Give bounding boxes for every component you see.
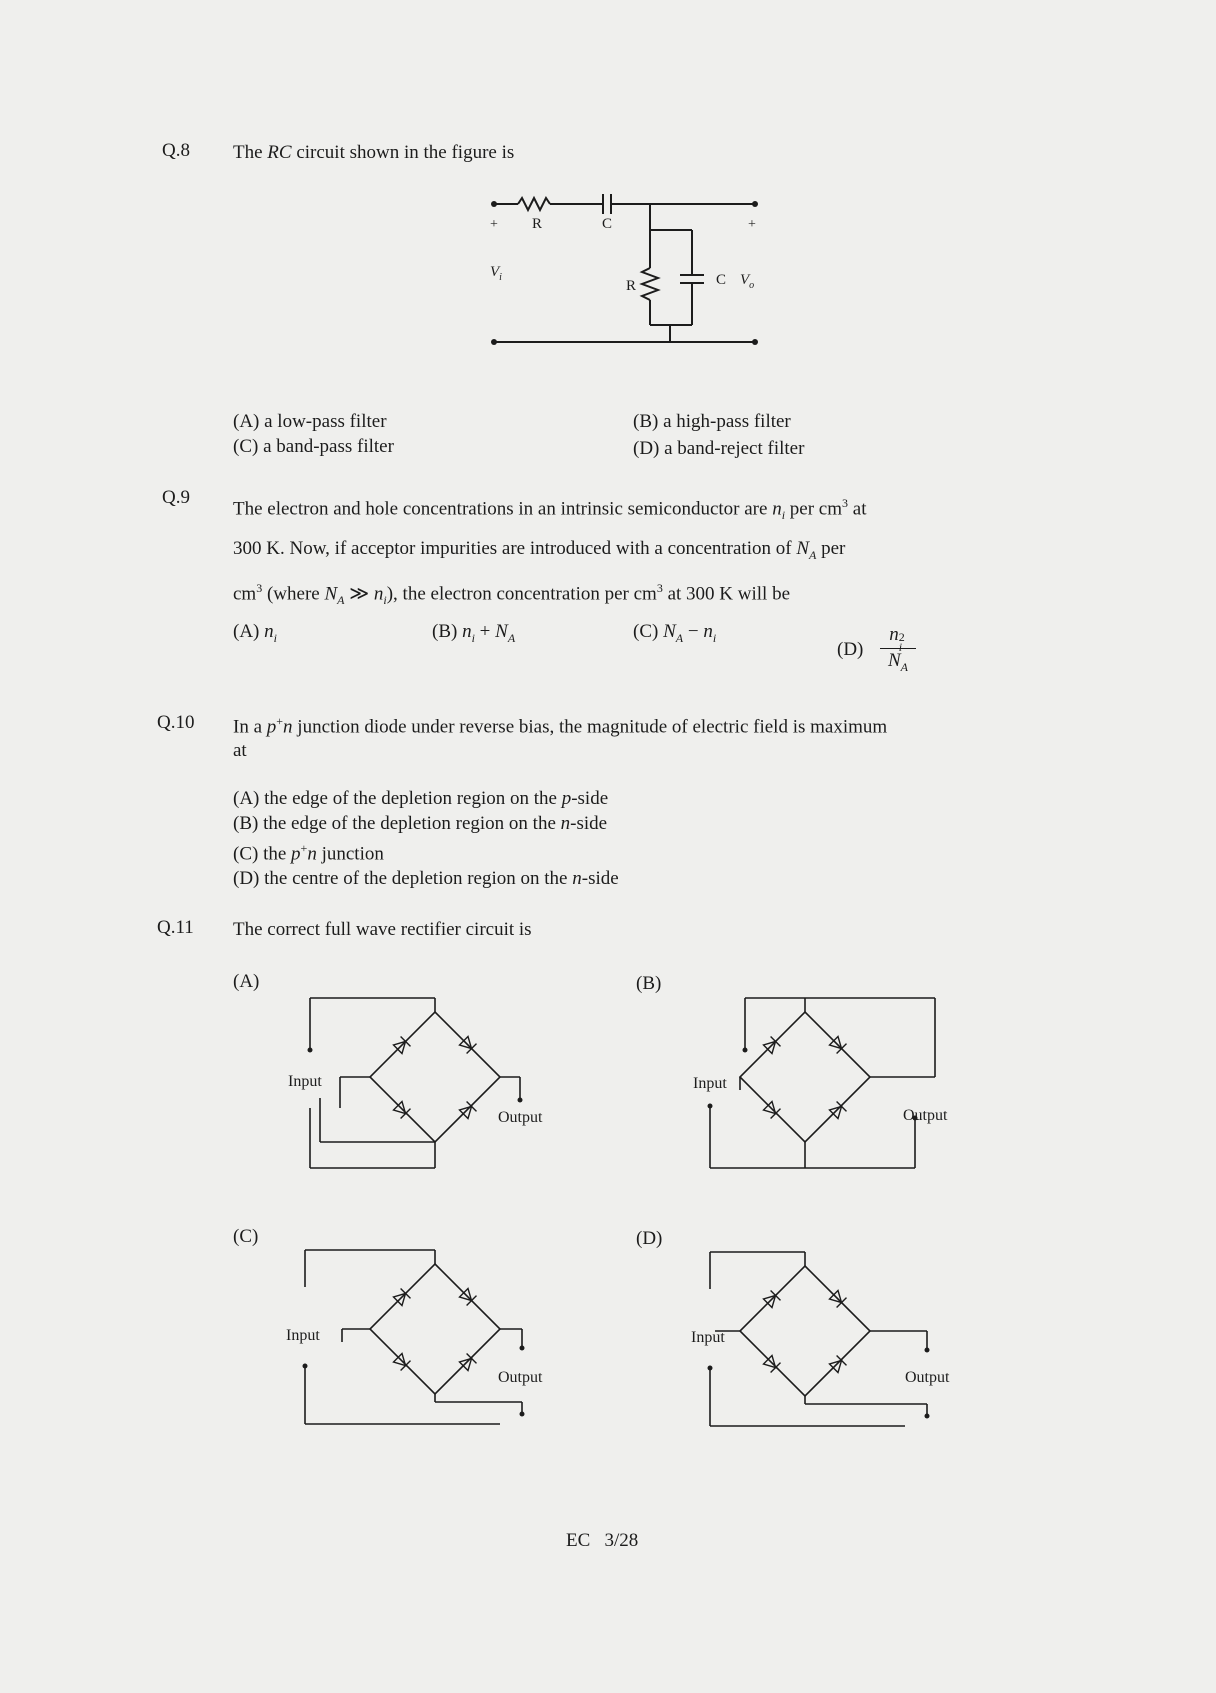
svg-text:R: R bbox=[532, 216, 543, 232]
q11-number: Q.11 bbox=[157, 917, 194, 938]
svg-text:Vi: $V_i$ bbox=[490, 264, 502, 283]
q9-option-b: (B) $n_i + N_A$ bbox=[432, 621, 516, 645]
q11-circuit-c bbox=[270, 1242, 570, 1432]
q9-stem-line-3: $cm^3$ (where $N_A$ ≫ $n_i$), the electron concentration per $cm^3$ at 300 K will be bbox=[233, 580, 791, 608]
svg-text:Input: Input bbox=[693, 1075, 727, 1092]
q8-option-b: (B) a high-pass filter bbox=[633, 411, 791, 432]
q11-label-b: (B) bbox=[636, 973, 662, 994]
q10-option-c: (C) the p+n junction bbox=[233, 841, 384, 865]
svg-text:Input: Input bbox=[286, 1327, 320, 1344]
q9-option-d-label: (D) bbox=[837, 639, 864, 660]
q10-stem bbox=[233, 709, 1033, 763]
svg-text:R: R bbox=[626, 278, 637, 294]
page-footer: EC 3/28 bbox=[566, 1530, 639, 1551]
q9-stem-line-1: The electron and hole concentrations in an intrinsic semiconductor are $n_i$ per $cm^3$ at bbox=[233, 496, 867, 523]
q8-option-a: (A) a low-pass filter bbox=[233, 411, 387, 432]
q9-number: Q.9 bbox=[162, 487, 190, 508]
q10-option-a: (A) the edge of the depletion region on the p-side bbox=[233, 788, 609, 809]
q10-number: Q.10 bbox=[157, 712, 195, 733]
q11-circuit-d bbox=[675, 1244, 975, 1434]
q11-circuit-a bbox=[270, 990, 570, 1170]
q11-stem: The correct full wave rectifier circuit is bbox=[233, 919, 532, 940]
svg-text:C: C bbox=[716, 272, 727, 288]
q9-option-a: (A) $n_i$ bbox=[233, 621, 277, 645]
q8-option-d: (D) a band-reject filter bbox=[633, 438, 805, 459]
svg-text:Input: Input bbox=[691, 1329, 725, 1346]
q10-option-b: (B) the edge of the depletion region on the n-side bbox=[233, 812, 608, 834]
svg-text:Vo: $V_o$ bbox=[740, 272, 755, 291]
svg-text:Output: Output bbox=[498, 1109, 543, 1126]
q8-number: Q.8 bbox=[162, 140, 190, 161]
svg-text:Output: Output bbox=[905, 1369, 950, 1386]
q10-stem-line-2: at bbox=[233, 740, 247, 762]
q9-stem-line-2: 300 K. Now, if acceptor impurities are introduced with a concentration of $N_A$ per bbox=[233, 538, 846, 562]
q10-stem-line-1: In a p+n junction diode under reverse bias, the magnitude of electric field is maximum bbox=[233, 714, 888, 738]
q11-label-a: (A) bbox=[233, 971, 260, 992]
q9-option-c: (C) $N_A - n_i$ bbox=[633, 621, 717, 645]
q9-stem bbox=[233, 487, 1013, 617]
svg-text:Output: Output bbox=[498, 1369, 543, 1386]
svg-text:Input: Input bbox=[288, 1073, 322, 1090]
q9-option-d-fraction: n 2 i $N_A$ bbox=[880, 624, 916, 679]
q10-options bbox=[233, 787, 619, 891]
q11-circuit-b bbox=[675, 990, 975, 1170]
svg-text:C: C bbox=[602, 216, 613, 232]
q8-stem: The RC circuit shown in the figure is bbox=[233, 142, 515, 163]
svg-text:+: + bbox=[748, 217, 756, 232]
q10-option-d: (D) the centre of the depletion region on the n-side bbox=[233, 867, 619, 889]
svg-text:Output: Output bbox=[903, 1107, 948, 1124]
q11-label-c: (C) bbox=[233, 1226, 259, 1247]
q8-rc-circuit-figure bbox=[470, 190, 770, 360]
svg-text:+: + bbox=[490, 217, 498, 232]
q11-label-d: (D) bbox=[636, 1228, 663, 1249]
q8-option-c: (C) a band-pass filter bbox=[233, 436, 394, 457]
